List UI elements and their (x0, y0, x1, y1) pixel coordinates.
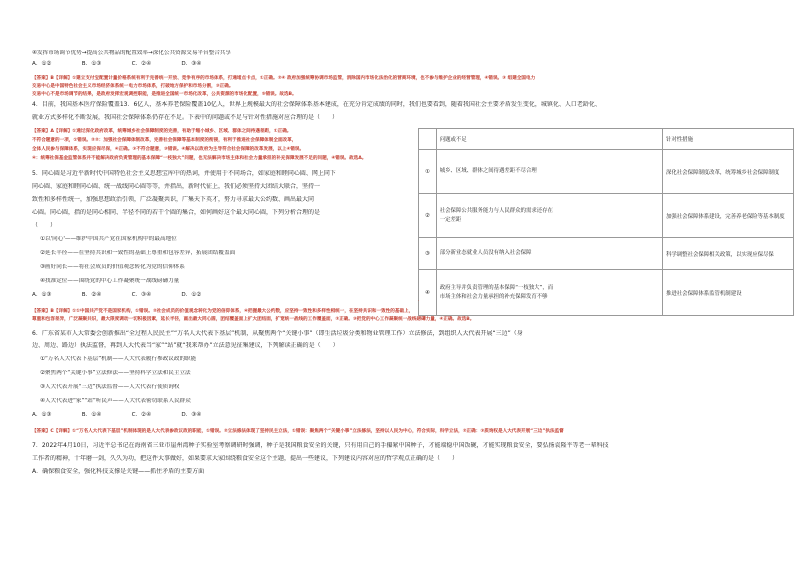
options-q5 (32, 292, 229, 299)
question-5-line4: 心圆。同心圆，指的是同心相同、半径不同的若干个圆的集合，如何画好这个最大同心圆，下列分析合理的是 (32, 209, 321, 216)
row-number: ③ (419, 238, 437, 270)
answer-q6: 【答案】C【详解】①“万名人大代表下基层”机制体现的是人大代表参政议政的职能，①错误。②立法修法体现了坚持民主立法，①错误：聚焦两个“关键小事”立法修法，坚持以人民为中心，符合实际，科学立法，②正确：③质询权是人大代表开展“三边”执法监督 (32, 429, 564, 434)
question-5-line1: 5．同心圆是习近平新时代中国特色社会主义思想宝库中的热词，并使用于不同场合，如家庭和睦同心圆、网上同下 (32, 170, 336, 177)
answer-q5-line2: 尊重和包容差异，广泛凝聚共识，最大限度调动一切积极因素，延长半径，画出最大同心圆，团结覆盖面上扩大团结面，扩宽统一战线的工作覆盖面，②正确。③把党的中心工作凝聚统一战线磅礴力量，④正确。故选B。 (32, 317, 475, 322)
option-a: A．①③ (32, 292, 52, 298)
row-number: ① (419, 150, 437, 194)
table-row (419, 238, 794, 270)
row-measure: 深化社会保障制度改革，统筹城乡社会保障制度 (663, 150, 794, 194)
q5-statement-3: ③画好同长——将社会成员的价值观念转化为党的信仰体系 (40, 264, 185, 270)
options-q6 (32, 412, 229, 419)
q5-statement-4: ④找准定位——围绕党的中心工作凝聚统一战线磅礴力量 (40, 278, 180, 284)
option-b: B．①③ (81, 61, 102, 67)
table-header-blank (419, 129, 437, 150)
options-q3 (32, 61, 229, 68)
problem-text: 一定差距 (439, 216, 462, 223)
table-row (419, 150, 794, 194)
question-6-line2: 边、周边、路边）执法监督，再到人大代表当“家”“站”就“我来帮办”立法意见征集建议，下列解读正确的是（ ） (32, 342, 339, 349)
q6-statement-2: ②聚焦两个“关键小事”立法修法——坚持科学立法和民主立法 (40, 370, 191, 376)
answer-q3-line3: 交易中心不是市场调节的结果，是政府发挥宏观调控职能，是推进全国统一市场化改革，公共资源的市场化配置，⑤错误。故选B。 (32, 92, 297, 97)
problem-measure-table (418, 128, 794, 316)
row-problem (436, 194, 662, 238)
row-problem (436, 150, 662, 194)
table-header-measure: 针对性措施 (663, 129, 794, 150)
question-7-line1: 7．2022年4月10日，习近平总书记在海南省三亚市崖州湾种子实验室考察调研时强调，种子是我国粮食安全的关键，只有用自己的手攥紧中国种子，才能端稳中国饭碗，才能实现粮食安全，要弘扬袁隆平等老一辈科技 (32, 442, 609, 449)
question-6-line1: 6．广东省某市人大常委会创新推出“全过程人民民主”“万名人大代表下基层”机制，从聚焦两个“关键小事”（即生活垃圾分类和物业管理工作）立法修法，到组织人大代表开展“三边”（身 (32, 330, 523, 337)
option-4-q3: ④发挥市场调节优势→提高公共物品的配置效率→深化公共资源交易平台整合共享 (32, 50, 231, 56)
option-d: D．③④ (181, 412, 202, 418)
answer-q4-line4: ④：统筹社保基金监管体系并不能解决政府负责管理的基本保障“一枝独大”问题，也无法解决市场主体和社会力量承担的补充保障发展不足的问题，④错误。故选A。 (32, 156, 367, 161)
answer-q3-line2: 交易中心是中国特色社会主义市场经济体系统一电力市场体系，打破地方保护和市场分割，③正确。 (32, 84, 234, 89)
table-header-problem: 问题或不足 (436, 129, 662, 150)
question-5-line2: 同心圆、家庭和睦同心圆、统一战线同心圆等等，并指出，新时代征上，我们必须坚持大团结大联合，坚持一 (32, 183, 321, 190)
problem-text: 市场主体和社会力量承担的补充保障发育不够 (439, 293, 548, 300)
question-5-line3: 致性和多样性统一，加强思想政治引领，广泛凝聚共识，广集天下英才，努力寻求最大公约数、画出最大同 (32, 196, 315, 203)
table-row (419, 270, 794, 316)
option-c: C．③④ (131, 292, 152, 298)
answer-q4-line2: 不符合题意的一项，①错误。②②：加强社会保障体制改革，完善社会保障等基本制度的衔接，有利于推进社会保障体制全面改革， (32, 138, 297, 143)
option-b: B．②④ (81, 292, 102, 298)
answer-q4-line3: 全体人民参与保障体系，实现应保尽保，④正确。③不符合题意，③错误。④解决以政府为主导符合社会保障的改革发展，以上④错误。 (32, 147, 305, 152)
row-measure: 加强社会保障体系建设，完善养老保险等基本制度 (663, 194, 794, 238)
answer-q3-line1: 【答案】B【详解】①建立支付宝配置计量价格系统有利于完善统一开放、竞争有序的市场体系，打通堵点卡点，①正确。②④ 政府加强统筹协调市场监管，消除国内市场化法治化的营商环境，也不参与维护企业的经营管理，④错误。③ 组建全国电力 (32, 76, 536, 81)
problem-text: 社会保障公共服务能力与人民群众的需求还存在 (439, 207, 553, 214)
q6-statement-3: ③人大代表开展“三边”执法监督——人大代表行使质询权 (40, 384, 180, 390)
row-number: ④ (419, 270, 437, 316)
question-7-line2: 工作者的精神，十年磨一剑，久久为功，把这件大事做好，如果要求大家围绕粮食安全这个主题，提出一些建议，下列建议内容对应的哲学观点正确的是（ ） (32, 455, 459, 462)
option-a: A．①③ (32, 412, 52, 418)
question-4-line2: 就业方式多样化不断发展，我国社会保障体系仍存在不足。下表中的问题或不足与针对性措施对应合理的是（ ） (32, 114, 339, 121)
question-5-line5: （ ） (32, 222, 57, 229)
row-number: ② (419, 194, 437, 238)
problem-text: 政府主导并负责管理的基本保障“一枝独大”，而 (439, 284, 554, 291)
option-a: A．①② (32, 61, 52, 67)
question-4-line1: 4．目前，我国基本医疗保险覆盖13．6亿人，基本养老保险覆盖10亿人，世界上规模最大的社会保障体系基本建成，在充分肯定成绩的同时，我们也要看到，随着我国社会主要矛盾发生变化，城镇化、人口老龄化、 (32, 101, 601, 108)
row-problem (436, 270, 662, 316)
hidden-note (418, 300, 419, 301)
q5-statement-1: ①以'同心'——维护中国共产党在国家机构中的最高地位 (40, 236, 177, 242)
answer-q5-line1: 【答案】B【详解】①①中国共产党不是国家机构，①错误。②社会成员的价值观念转化为党的信仰体系，④把握最大公约数，应坚持一致性和多样性相统一，在坚持共识和一致性的基础上， (32, 309, 414, 314)
row-measure: 推进社会保障体系监管机制建设 (663, 270, 794, 316)
question-7-option-a: A．确保粮食安全，强化科技支撑是关键——抓住矛盾的主要方面 (32, 468, 205, 475)
q5-statement-2: ②延长半径——在坚持共识和一致性的基础上尊重和包容差异，拓展团结覆盖面 (40, 250, 236, 256)
row-problem (436, 238, 662, 270)
option-d: D．①② (181, 292, 202, 298)
answer-q4-line1: 【答案】A【详解】①通过深化政府改革，统筹城乡社会保障制度的完善，有助于缩小城乡、区域、群体之间待遇差距，①正确。 (32, 129, 292, 134)
problem-text: 部分新业态就业人员没有纳入社会保障 (439, 250, 532, 256)
option-d: D．③④ (181, 61, 202, 67)
problem-text: 城乡、区域、群体之间待遇差距不尽合理 (439, 168, 537, 174)
row-measure: 科学调整社会保障相关政策，以实现应保尽保 (663, 238, 794, 270)
option-c: C．②④ (131, 61, 152, 67)
q6-statement-1: ①“万名人大代表下基层”机制——人大代表履行参政议政的职能 (40, 356, 197, 362)
option-c: C．②④ (131, 412, 152, 418)
option-b: B．①④ (81, 412, 102, 418)
q6-statement-4: ④人大代表进“家”“站”听民声——人大代表密切联系人民群众 (40, 398, 191, 404)
table-row (419, 194, 794, 238)
